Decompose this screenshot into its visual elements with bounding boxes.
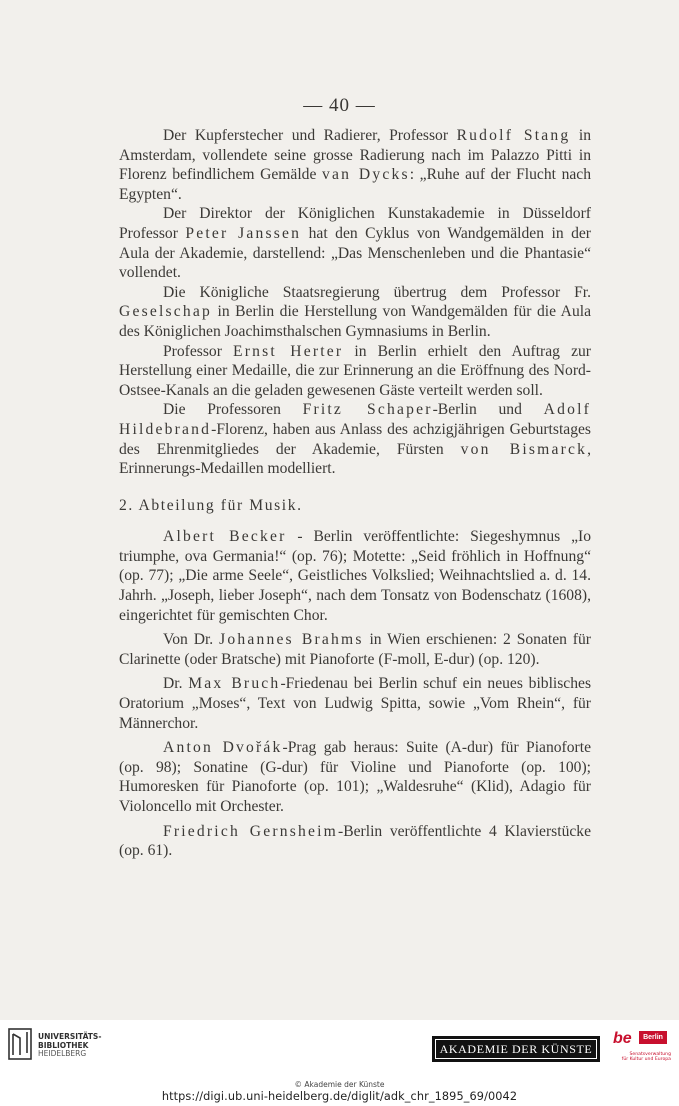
paragraph: Dr. Max Bruch-Friedenau bei Berlin schuf ein neues biblisches Oratorium „Moses“, Text von Ludwig Spitta, sowie „Vom Rhein“, für Männerchor. <box>119 675 592 732</box>
spaced-name: Max Bruch <box>188 675 281 693</box>
paragraph: Die Königliche Staatsregierung übertrug dem Professor Fr. Geselschap in Berlin die Herstellung von Wandgemälden für die Aula des Königlichen Joachimsthalschen Gymnasiums in Berlin. <box>119 283 591 340</box>
copyright-notice: © Akademie der Künste <box>294 1080 385 1089</box>
paragraph: Der Kupferstecher und Radierer, Professor Rudolf Stang in Amsterdam, vollendete seine grosse Radierung nach im Palazzo Pitti in Florenz befindlichem Gemälde van Dycks: „Ruhe auf der Flucht nach Egypten“. <box>119 127 592 203</box>
paragraph: Die Professoren Fritz Schaper-Berlin und Adolf Hildebrand-Florenz, haben aus Anlass des achzigjährigen Geburtstages des Ehrenmitgliedes der Akademie, Fürsten von Bismarck, Erinnerungs-Medaillen modelliert. <box>119 401 591 478</box>
spaced-name: von Bismarck <box>460 440 588 458</box>
spaced-name: Albert Becker <box>163 528 287 546</box>
spaced-name: Ernst Herter <box>233 342 344 360</box>
paragraph: Albert Becker - Berlin veröffentlichte: Siegeshymnus „Io triumphe, ova Germania!“ (op. 76); Motette: „Seid fröhlich in Hoffnung“ (op. 77); „Die arme Seele“, Geistliches Volkslied; Weihnachtslied a. d. 14. Jahrh. „Joseph, lieber Joseph“, nach dem Tonsatz von Bodenschatz (1608), eingerichtet für gemischten Chor. <box>119 528 591 624</box>
spaced-name: Rudolf Stang <box>456 127 571 144</box>
akademie-der-kuenste-logo[interactable]: AKADEMIE DER KÜNSTE <box>432 1036 600 1062</box>
paragraph: Friedrich Gernsheim-Berlin veröffentlichte 4 Klavierstücke (op. 61). <box>119 822 592 860</box>
spaced-name: van Dycks <box>321 166 410 184</box>
spaced-name: Geselschap <box>119 303 213 321</box>
page-text <box>119 126 591 861</box>
viewer-footer <box>0 1020 679 1106</box>
paragraph: Anton Dvořák-Prag gab heraus: Suite (A-dur) für Pianoforte (op. 98); Sonatine (G-dur) für Violine und Pianoforte (op. 100); Humoresken für Pianoforte (op. 101); „Waldesruhe“ (Klid), Adagio für Violoncello mit Orchester. <box>119 739 591 815</box>
spaced-name: Anton Dvořák <box>163 739 283 757</box>
university-library-name[interactable]: UNIVERSITÄTS- BIBLIOTHEK HEIDELBERG <box>38 1032 102 1059</box>
paragraph: Von Dr. Johannes Brahms in Wien erschienen: 2 Sonaten für Clarinette (oder Bratsche) mit Pianoforte (F-moll, E-dur) (op. 120). <box>119 631 591 668</box>
spaced-name: Fritz Schaper <box>302 401 433 419</box>
spaced-name: Peter Janssen <box>185 224 302 242</box>
paragraph: Der Direktor der Königlichen Kunstakademie in Düsseldorf Professor Peter Janssen hat den Cyklus von Wandgemälden in der Aula der Akademie, darstellend: „Das Menschenleben und die Phantasie“ vollendet. <box>119 205 591 282</box>
berlin-senate-logo[interactable]: be Berlin Senatsverwaltung für Kultur und Europa <box>613 1030 671 1063</box>
permalink-url[interactable]: https://digi.ub.uni-heidelberg.de/diglit/adk_chr_1895_69/0042 <box>161 1090 518 1103</box>
section-heading: 2. Abteilung für Musik. <box>119 496 303 514</box>
spaced-name: Johannes Brahms <box>219 631 364 649</box>
paragraph: Professor Ernst Herter in Berlin erhielt den Auftrag zur Herstellung einer Medaille, die zur Erinnerung an die Eröffnung des Nord-Ostsee-Kanals an die geladen gewesenen Gäste verteilt werden soll. <box>119 342 591 399</box>
spaced-name: Adolf Hildebrand <box>119 401 591 438</box>
university-library-logo-icon[interactable] <box>8 1028 32 1060</box>
page-number: — 40 — <box>303 95 376 116</box>
spaced-name: Friedrich Gernsheim <box>163 822 339 840</box>
